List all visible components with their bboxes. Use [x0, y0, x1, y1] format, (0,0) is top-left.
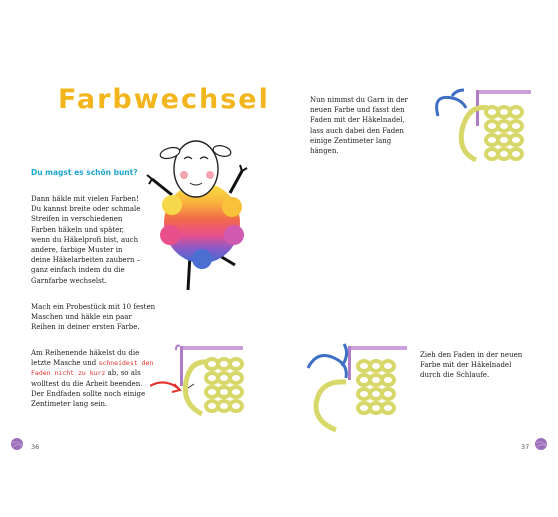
- sheep-illustration: [140, 135, 265, 295]
- page-title: Farbwechsel: [58, 84, 270, 115]
- yarn-ball-icon: [10, 437, 24, 451]
- page-number: 37: [521, 443, 530, 451]
- instruction-paragraph-2: [31, 348, 157, 409]
- intro-paragraph: Dann häkle mit vielen Farben! Du kannst breite oder schmale Streifen in verschiedenen Farben häkeln und später, wenn du Häkelprofi bist, auch andere, farbige Muster in deine Häkelarbeiten zaubern – ganz einfach indem du die Garnfarbe wechselst.: [31, 195, 141, 285]
- step-paragraph-pull-through: Zieh den Faden in der neuen Farbe mit der Häkelnadel durch die Schlaufe.: [420, 351, 523, 380]
- section-subtitle: Du magst es schön bunt?: [31, 168, 138, 177]
- step-paragraph-new-color: Nun nimmst du Garn in der neuen Farbe und fasst den Faden mit der Häkelnadel, lass auch dabei den Faden einige Zentimeter lang hängen.: [310, 96, 409, 156]
- crochet-diagram-cut-yarn: [150, 340, 250, 425]
- yarn-ball-icon: [534, 437, 548, 451]
- highlight-text: schneidest den Faden nicht zu kurz: [31, 359, 154, 378]
- crochet-diagram-new-yarn: [432, 86, 532, 176]
- instruction-paragraph-1: Mach ein Probestück mit 10 festen Maschen und häkle ein paar Reihen in deiner ersten Farbe.: [31, 303, 156, 332]
- crochet-diagram-pull-through: [304, 338, 414, 433]
- right-page: [279, 0, 558, 517]
- instruction-text-start: Am Reihenende häkelst du die letzte Masche und: [31, 349, 140, 368]
- page-number: 36: [31, 443, 40, 451]
- instruction-text-end: ab, so als wolltest du die Arbeit beenden. Der Endfaden sollte noch einige Zentimeter lang sein.: [31, 369, 146, 409]
